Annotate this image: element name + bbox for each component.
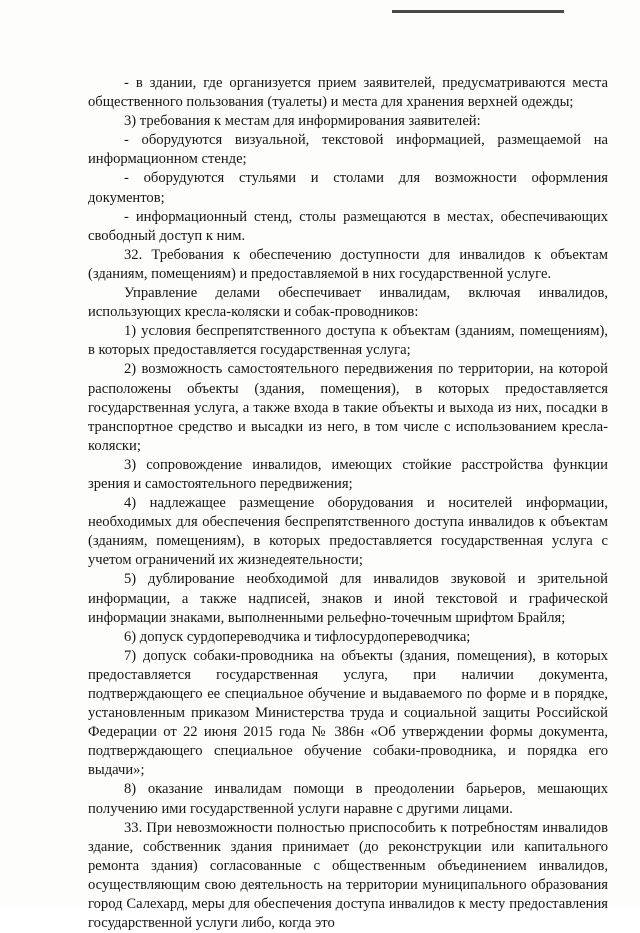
paragraph-free-access: - информационный стенд, столы размещаются в местах, обеспечивающих свободный доступ к ним. <box>88 208 608 244</box>
scan-mark <box>392 10 564 13</box>
paragraph-item-3: 3) сопровождение инвалидов, имеющих стойкие расстройства функции зрения и самостоятельного передвижения; <box>88 456 608 492</box>
document-text <box>88 74 608 933</box>
paragraph-management: Управление делами обеспечивает инвалидам, включая инвалидов, использующих кресла-коляски и собак-проводников: <box>88 285 608 321</box>
paragraph-info-stand: - оборудуются визуальной, текстовой информацией, размещаемой на информационном стенде; <box>88 132 608 168</box>
paragraph-item-2: 2) возможность самостоятельного передвижения по территории, на которой расположены объекты (здания, помещения), в которых предоставляется государственная услуга, а также входа в такие объекты и выхода из них, посадки в транспортное средство и высадки из него, в том числе с использованием кресла-коляски; <box>88 361 608 454</box>
paragraph-public-facilities: - в здании, где организуется прием заявителей, предусматриваются места общественного пользования (туалеты) и места для хранения верхней одежды; <box>88 75 608 111</box>
paragraph-item-6: 6) допуск сурдопереводчика и тифлосурдопереводчика; <box>124 628 471 645</box>
paragraph-section-32: 32. Требования к обеспечению доступности для инвалидов к объектам (зданиям, помещениям) и предоставляемой в них государственной услуге. <box>88 246 608 282</box>
paragraph-item-4: 4) надлежащее размещение оборудования и носителей информации, необходимых для обеспечения беспрепятственного доступа инвалидов к объектам (зданиям, помещениям), в которых предоставляется государственная услуга с учетом ограничений их жизнедеятельности; <box>88 495 608 569</box>
paragraph-item-5: 5) дублирование необходимой для инвалидов звуковой и зрительной информации, а также надписей, знаков и иной текстовой и графической информации знаками, выполненными рельефно-точечным шрифтом Брайля; <box>88 571 608 626</box>
paragraph-section-33: 33. При невозможности полностью приспособить к потребностям инвалидов здание, собственник здания принимает (до реконструкции или капитального ремонта здания) согласованные с общественным объединением инвалидов, осуществляющим свою деятельность на территории муниципального образования город Салехард, меры для обеспечения доступа инвалидов к месту предоставления государственной услуги либо, когда это <box>88 819 608 932</box>
paragraph-info-places: 3) требования к местам для информирования заявителей: <box>124 113 481 130</box>
paragraph-item-1: 1) условия беспрепятственного доступа к объектам (зданиям, помещениям), в которых предоставляется государственная услуга; <box>88 323 608 359</box>
paragraph-item-8: 8) оказание инвалидам помощи в преодолении барьеров, мешающих получению ими государственной услуги наравне с другими лицами. <box>88 781 608 817</box>
paragraph-chairs-tables: - оборудуются стульями и столами для возможности оформления документов; <box>88 170 608 206</box>
paragraph-item-7: 7) допуск собаки-проводника на объекты (здания, помещения), в которых предоставляется государственная услуга, при наличии документа, подтверждающего ее специальное обучение и выдаваемого по форме и в порядке, установленным приказом Министерства труда и социальной защиты Российской Федерации от 22 июня 2015 года № 386н «Об утверждении формы документа, подтверждающего специальное обучение собаки-проводника, и порядка его выдачи»; <box>88 647 608 779</box>
